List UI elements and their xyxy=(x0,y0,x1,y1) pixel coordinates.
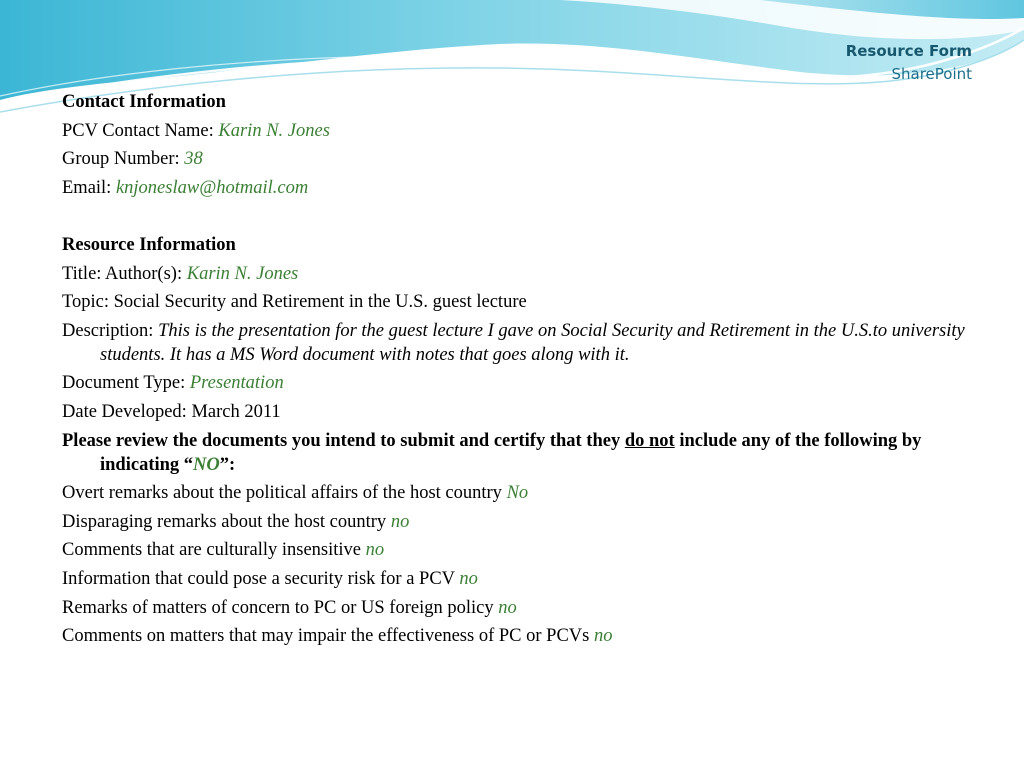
certify-text-end: ”: xyxy=(219,454,236,475)
header-titles xyxy=(846,40,972,86)
group-number-value: 38 xyxy=(184,149,203,170)
date-developed-label: Date Developed: xyxy=(62,401,187,422)
document-type-label: Document Type: xyxy=(62,373,186,394)
check-row xyxy=(62,481,972,505)
slide-subtitle: SharePoint xyxy=(891,65,972,83)
email-row xyxy=(62,176,972,200)
check-label: Comments on matters that may impair the effectiveness of PC or PCVs xyxy=(62,626,590,647)
title-author-label: Title: Author(s): xyxy=(62,263,183,284)
title-author-value: Karin N. Jones xyxy=(186,263,299,284)
check-label: Overt remarks about the political affairs of the host country xyxy=(62,483,502,504)
certify-text-before: Please review the documents you intend to submit and certify that they xyxy=(62,430,621,451)
check-row xyxy=(62,596,972,620)
contact-name-row xyxy=(62,119,972,143)
description-value: This is the presentation for the guest lecture I gave on Social Security and Retirement in the U.S.to university students. It has a MS Word document with notes that goes along with it. xyxy=(100,320,965,365)
description-label: Description: xyxy=(62,320,154,341)
topic-label: Topic: xyxy=(62,292,109,313)
check-answer: no xyxy=(459,568,478,589)
document-type-row xyxy=(62,371,972,395)
contact-name-label: PCV Contact Name: xyxy=(62,120,214,141)
form-content xyxy=(62,90,972,653)
check-row xyxy=(62,538,972,562)
date-developed-row xyxy=(62,400,972,424)
certify-text-after: include any of the following by indicating “ xyxy=(100,430,922,475)
date-developed-value: March 2011 xyxy=(191,401,281,422)
contact-name-value: Karin N. Jones xyxy=(218,120,330,141)
check-label: Information that could pose a security risk for a PCV xyxy=(62,568,455,589)
email-value: knjoneslaw@hotmail.com xyxy=(115,177,309,198)
check-answer: no xyxy=(593,626,613,647)
email-label: Email: xyxy=(62,177,112,198)
check-label: Remarks of matters of concern to PC or US foreign policy xyxy=(62,597,494,618)
slide-title: Resource Form xyxy=(845,42,972,60)
certify-statement xyxy=(62,429,972,477)
check-answer: no xyxy=(390,511,410,532)
contact-heading: Contact Information xyxy=(62,92,226,112)
group-number-row xyxy=(62,147,972,171)
document-type-value: Presentation xyxy=(189,373,284,394)
topic-value: Social Security and Retirement in the U.S. guest lecture xyxy=(113,292,527,313)
description-row xyxy=(62,319,972,367)
certify-emphasis: do not xyxy=(624,430,675,451)
check-label: Disparaging remarks about the host country xyxy=(62,511,387,532)
check-row xyxy=(62,510,972,534)
resource-heading: Resource Information xyxy=(62,234,236,255)
section-gap xyxy=(62,204,972,233)
check-row xyxy=(62,567,972,591)
check-label: Comments that are culturally insensitive xyxy=(62,540,362,561)
title-author-row xyxy=(62,262,972,286)
check-answer: No xyxy=(506,483,529,504)
topic-row xyxy=(62,290,972,314)
certify-answer: NO xyxy=(193,454,220,475)
check-answer: no xyxy=(498,597,517,618)
group-number-label: Group Number: xyxy=(62,149,180,170)
check-row xyxy=(62,624,972,648)
check-answer: no xyxy=(365,540,385,561)
